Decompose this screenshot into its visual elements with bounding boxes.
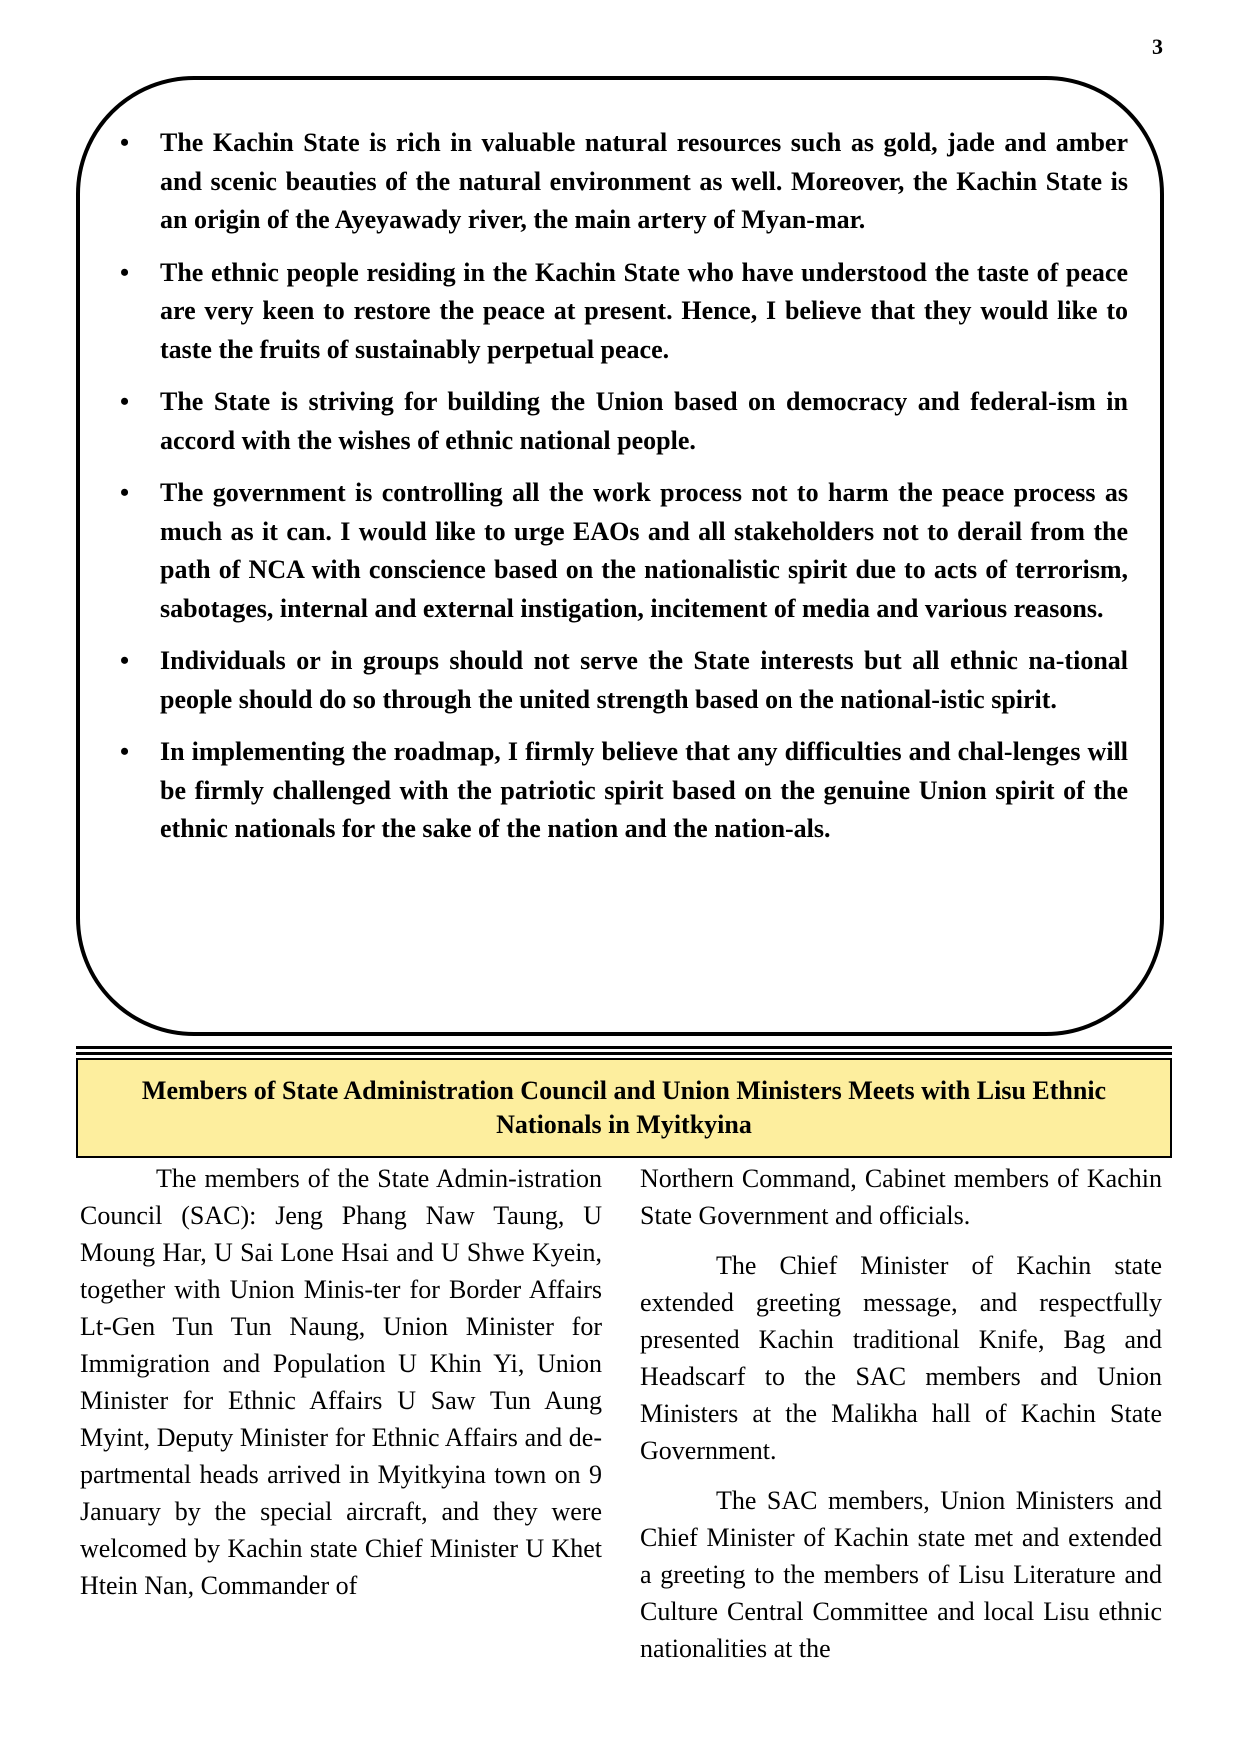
article-headline: Members of State Administration Council and Union Ministers Meets with Lisu Ethnic Nationals in Myitkyina: [141, 1076, 1107, 1139]
highlights-list: [120, 124, 1128, 863]
article-paragraph: The SAC members, Union Ministers and Chief Minister of Kachin state met and extended a greeting to the members of Lisu Literature and Culture Central Committee and local Lisu ethnic nationalities at the: [640, 1486, 1162, 1663]
headline-banner: [76, 1058, 1172, 1158]
bullet-item-4: • The government is controlling all the work process not to harm the peace process as much as it can. I would like to urge EAOs and all stakeholders not to derail from the path of NCA with conscience based on the nationalistic spirit due to acts of terrorism, sabotages, internal and external instigation, incitement of media and various reasons.: [120, 474, 1128, 628]
bullet-item-3: • The State is striving for building the Union based on democracy and federal-ism in accord with the wishes of ethnic national people.: [120, 383, 1128, 460]
article-paragraph: The Chief Minister of Kachin state extended greeting message, and respectfully presented Kachin traditional Knife, Bag and Headscarf to the SAC members and Union Ministers at the Malikha hall of Kachin State Government.: [640, 1251, 1162, 1465]
bullet-item-1: • The Kachin State is rich in valuable natural resources such as gold, jade and amber and scenic beauties of the natural environment as well. Moreover, the Kachin State is an origin of the Ayeyawady river, the main artery of Myan-mar.: [120, 124, 1128, 240]
page-number: 3: [1152, 34, 1163, 59]
divider-rule-bottom: [76, 1052, 1172, 1055]
article-column-left: [80, 1160, 602, 1617]
article-paragraph: Northern Command, Cabinet members of Kachin State Government and officials.: [640, 1164, 1162, 1230]
bullet-item-5: • Individuals or in groups should not serve the State interests but all ethnic na-tional people should do so through the united strength based on the national-istic spirit.: [120, 642, 1128, 719]
divider-rule-top: [76, 1046, 1172, 1049]
bullet-item-6: • In implementing the roadmap, I firmly believe that any difficulties and chal-lenges will be firmly challenged with the patriotic spirit based on the genuine Union spirit of the ethnic nationals for the sake of the nation and the nation-als.: [120, 733, 1128, 849]
bullet-item-2: • The ethnic people residing in the Kachin State who have understood the taste of peace are very keen to restore the peace at present. Hence, I believe that they would like to taste the fruits of sustainably perpetual peace.: [120, 254, 1128, 370]
article-paragraph: The members of the State Admin-istration Council (SAC): Jeng Phang Naw Taung, U Moung Har, U Sai Lone Hsai and U Shwe Kyein, together with Union Minis-ter for Border Affairs Lt-Gen Tun Tun Naung, Union Minister for Immigration and Population U Khin Yi, Union Minister for Ethnic Affairs U Saw Tun Aung Myint, Deputy Minister for Ethnic Affairs and de-partmental heads arrived in Myitkyina town on 9 January by the special aircraft, and they were welcomed by Kachin state Chief Minister U Khet Htein Nan, Commander of: [80, 1164, 602, 1600]
article-column-right: [640, 1160, 1162, 1680]
